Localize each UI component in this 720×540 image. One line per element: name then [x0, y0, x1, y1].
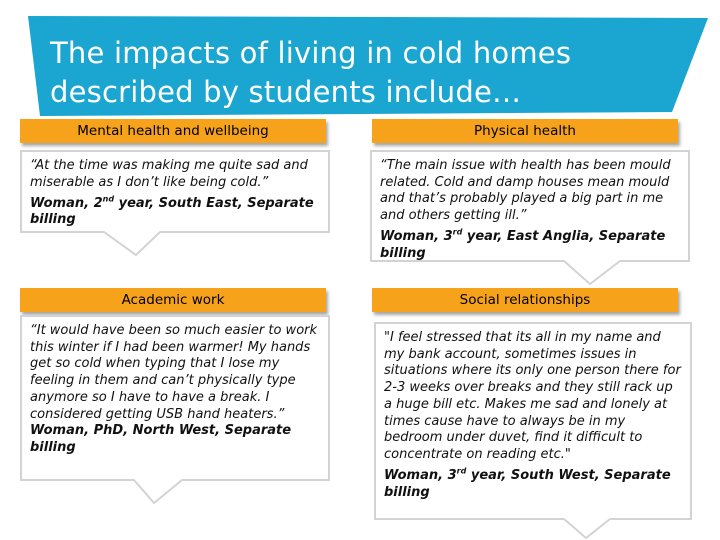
title-line-1: The impacts of living in cold homes	[50, 36, 572, 70]
quote-box-physical-health	[370, 150, 690, 262]
speech-tail-academic-work	[130, 479, 210, 507]
speech-tail-physical-health	[560, 260, 640, 288]
speech-tail-mental-health	[100, 231, 180, 259]
quote-box-social-relationships	[374, 322, 692, 520]
attribution-physical-health: Woman, 3rd year, East Anglia, Separate billing	[380, 227, 666, 261]
quote-physical-health: “The main issue with health has been mould related. Cold and damp houses mean mould and that’s probably played a big part in me and others getting ill.”	[380, 158, 671, 224]
quote-box-academic-work	[20, 315, 330, 481]
attribution-social-relationships: Woman, 3rd year, South West, Separate billing	[384, 466, 671, 500]
attribution-mental-health: Woman, 2nd year, South East, Separate billing	[30, 194, 314, 228]
header-mental-health: Mental health and wellbeing	[20, 119, 326, 143]
quote-mental-health: “At the time was making me quite sad and miserable as I don’t like being cold.”	[30, 158, 308, 190]
attribution-academic-work: Woman, PhD, North West, Separate billing	[30, 423, 292, 455]
page-title	[50, 34, 650, 112]
quote-box-mental-health	[20, 150, 330, 233]
speech-tail-social-relationships	[560, 518, 640, 540]
header-physical-health: Physical health	[372, 119, 678, 143]
header-social-relationships: Social relationships	[372, 288, 678, 312]
header-academic-work: Academic work	[20, 288, 326, 312]
quote-academic-work: “It would have been so much easier to work this winter if I had been warmer! My hands get so cold when typing that I lose my feeling in them and can’t physically type anymore so I have to have a break. I considered getting USB hand heaters.”	[30, 323, 318, 422]
title-line-2: described by students include…	[50, 75, 522, 109]
quote-social-relationships: "I feel stressed that its all in my name and my bank account, sometimes issues in situations where its only one person there for 2-3 weeks over breaks and they still rack up a huge bill etc. Makes me sad and lonely at times cause have to always be in my bedroom under duvet, find it difficult to concentrate on reading etc."	[384, 330, 681, 462]
